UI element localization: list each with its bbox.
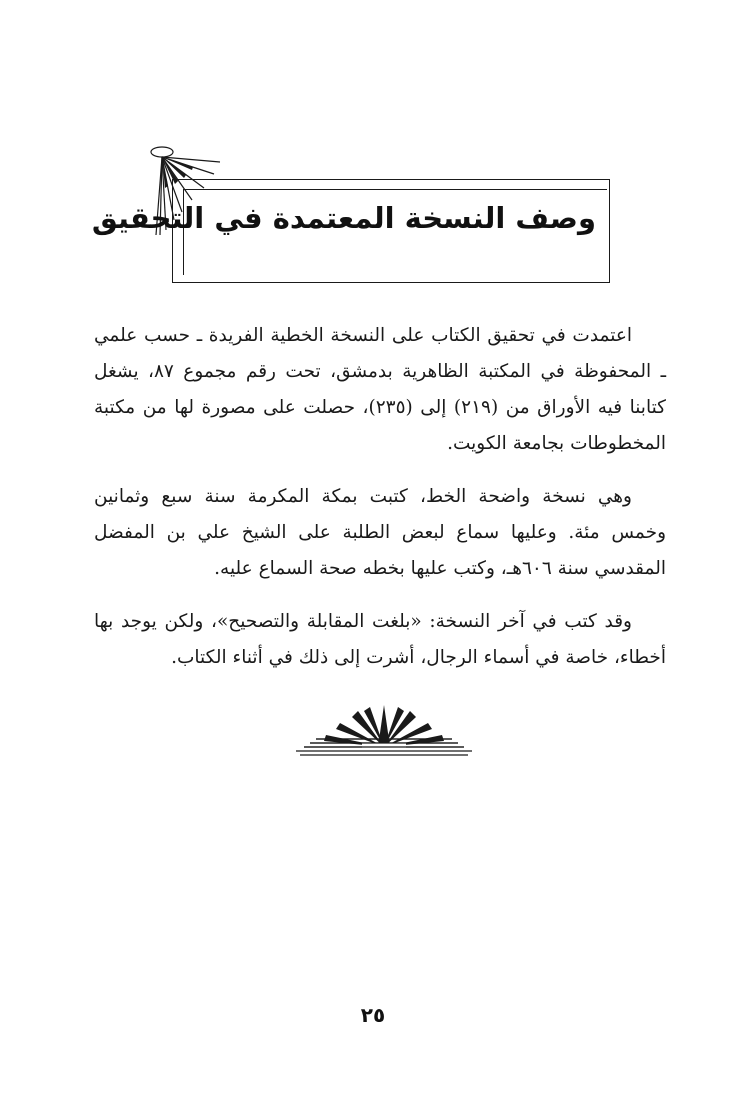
sun-ornament-icon <box>296 703 472 759</box>
page-number: ٢٥ <box>360 1003 386 1027</box>
body-text <box>94 318 666 693</box>
paragraph-3: وقد كتب في آخر النسخة: «بلغت المقابلة والتصحيح»، ولكن يوجد بها أخطاء، خاصة في أسماء الرجال، أشرت إلى ذلك في أثناء الكتاب. <box>94 611 666 668</box>
section-title: وصف النسخة المعتمدة في التحقيق <box>91 201 596 235</box>
paragraph-1: اعتمدت في تحقيق الكتاب على النسخة الخطية الفريدة ـ حسب علمي ـ المحفوظة في المكتبة الظاهرية بدمشق، تحت رقم مجموع ٨٧، يشغل كتابنا فيه الأوراق من (٢١٩) إلى (٢٣٥)، حصلت على مصورة لها من مكتبة المخطوطات بجامعة الكويت. <box>94 325 666 454</box>
paragraph-2: وهي نسخة واضحة الخط، كتبت بمكة المكرمة سنة سبع وثمانين وخمس مئة. وعليها سماع لبعض الطلبة على الشيخ علي بن المفضل المقدسي سنة ٦٠٦هـ، وكتب عليها بخطه صحة السماع عليه. <box>94 486 666 579</box>
